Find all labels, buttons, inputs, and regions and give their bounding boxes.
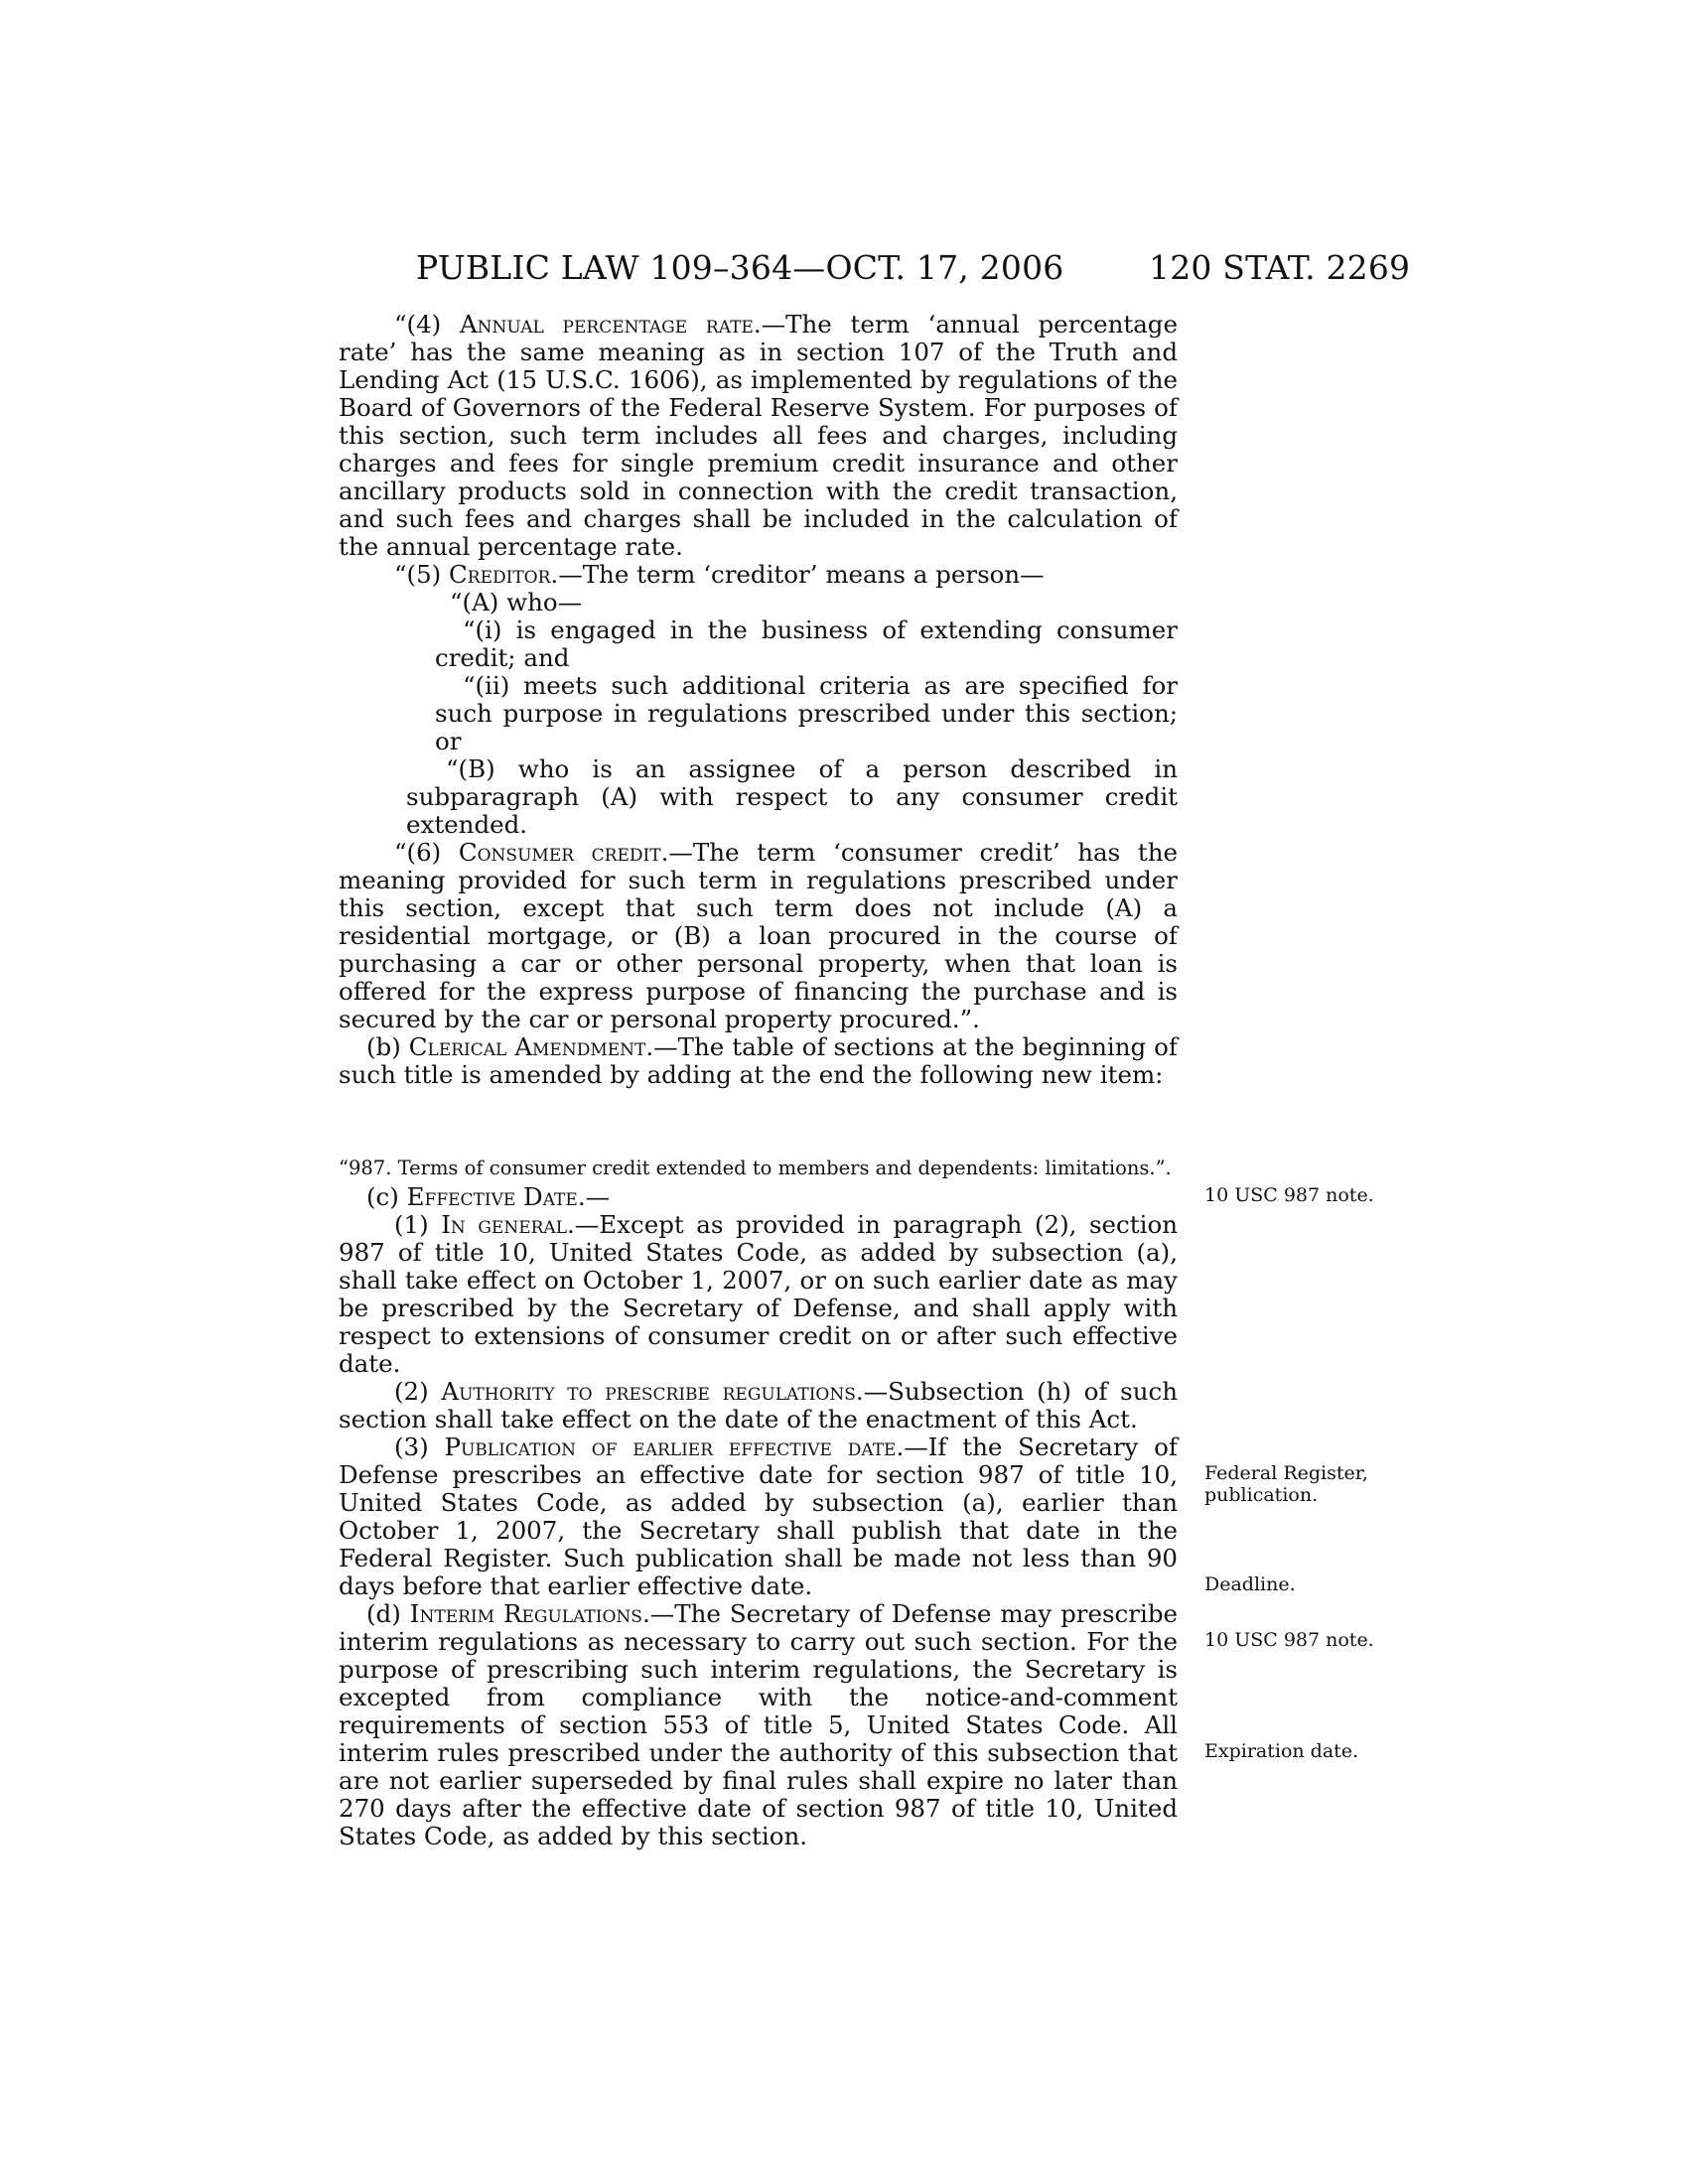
paragraph-heading: Annual percentage rate [459,310,754,339]
margin-note: 10 USC 987 note. [1204,1629,1374,1651]
paragraph-4-annual-percentage-rate: “(4) Annual percentage rate.—The term ‘annual percentage rate’ has the same meaning as in section 107 of the Truth and Lending Act (15 U.S.C. 1606), as implemented by regulations of the Board of Governors of the Federal Reserve System. For purposes of this section, such term includes all fees and charges, including charges and fees for single premium credit insurance and other ancillary products sold in connection with the credit transaction, and such fees and charges shall be included in the calculation of the annual percentage rate. [339,310,1178,561]
paragraph-heading: In general [441,1210,567,1239]
paragraph-5-creditor: “(5) Creditor.—The term ‘creditor’ means a person— [394,560,1045,589]
margin-note: 10 USC 987 note. [1204,1184,1374,1206]
paragraph-c2-authority: (2) Authority to prescribe regulations.—Subsection (h) of such section shall take effect on the date of the enactment of this Act. [339,1377,1179,1433]
table-of-sections-item: “987. Terms of consumer credit extended to members and dependents: limitations.”. [339,1157,1172,1179]
subsection-d-interim-regulations: (d) Interim Regulations.—The Secretary of Defense may prescribe interim regulations as necessary to carry out such section. For the purpose of prescribing such interim regulations, the Secretary is excepted from compliance with the notice-and-comment requirements of section 553 of title 5, United States Code. All interim rules prescribed under the authority of this subsection that are not earlier superseded by final rules shall expire no later than 270 days after the effective date of section 987 of title 10, United States Code, as added by this section. [339,1599,1178,1850]
paragraph-heading: Authority to prescribe regulations [441,1377,856,1406]
paragraph-heading: Consumer credit [458,838,661,867]
running-header-left: PUBLIC LAW 109–364—OCT. 17, 2006 [416,248,1064,287]
page-stat-number: 120 STAT. 2269 [1149,248,1411,287]
margin-note: publication. [1204,1484,1319,1506]
paragraph-6-consumer-credit: “(6) Consumer credit.—The term ‘consumer credit’ has the meaning provided for such term in regulations prescribed under this section, except that such term does not include (A) a residential mortgage, or (B) a loan procured in the course of purchasing a car or other personal property, when that loan is offered for the express purpose of financing the purchase and is secured by the car or personal property procured.”. [339,838,1178,1033]
clause-5Aii: “(ii) meets such additional criteria as are specified for such purpose in regulations prescribed under this section; or [435,671,1178,755]
margin-note: Expiration date. [1204,1740,1359,1762]
body-text-part1 [339,311,1178,1089]
margin-note: Deadline. [1204,1573,1296,1595]
paragraph-heading: Creditor [449,560,551,589]
paragraph-heading: Publication of earlier effective date [444,1433,897,1461]
subparagraph-5B: “(B) who is an assignee of a person described in subparagraph (A) with respect to any consumer credit extended. [406,754,1178,839]
subsection-b-clerical-amendment: (b) Clerical Amendment.—The table of sections at the beginning of such title is amended by adding at the end the following new item: [339,1032,1178,1089]
subsection-c-effective-date: (c) Effective Date.— [366,1182,611,1211]
paragraph-heading: Interim Regulations [409,1599,642,1628]
paragraph-heading: Clerical Amendment [408,1032,646,1061]
subparagraph-5A: “(A) who— [450,588,583,616]
body-text-part2 [339,1183,1178,1850]
clause-5Ai: “(i) is engaged in the business of extending consumer credit; and [435,615,1178,672]
paragraph-c1-in-general: (1) In general.—Except as provided in paragraph (2), section 987 of title 10, United States Code, as added by subsection (a), shall take effect on October 1, 2007, or on such earlier date as may be prescribed by the Secretary of Defense, and shall apply with respect to extensions of consumer credit on or after such effective date. [339,1210,1178,1378]
paragraph-heading: Effective Date [406,1182,578,1211]
paragraph-c3-publication: (3) Publication of earlier effective date.—If the Secretary of Defense prescribes an effective date for section 987 of title 10, United States Code, as added by subsection (a), earlier than October 1, 2007, the Secretary shall publish that date in the Federal Register. Such publication shall be made not less than 90 days before that earlier effective date. [339,1433,1178,1600]
margin-note: Federal Register, [1204,1462,1368,1484]
